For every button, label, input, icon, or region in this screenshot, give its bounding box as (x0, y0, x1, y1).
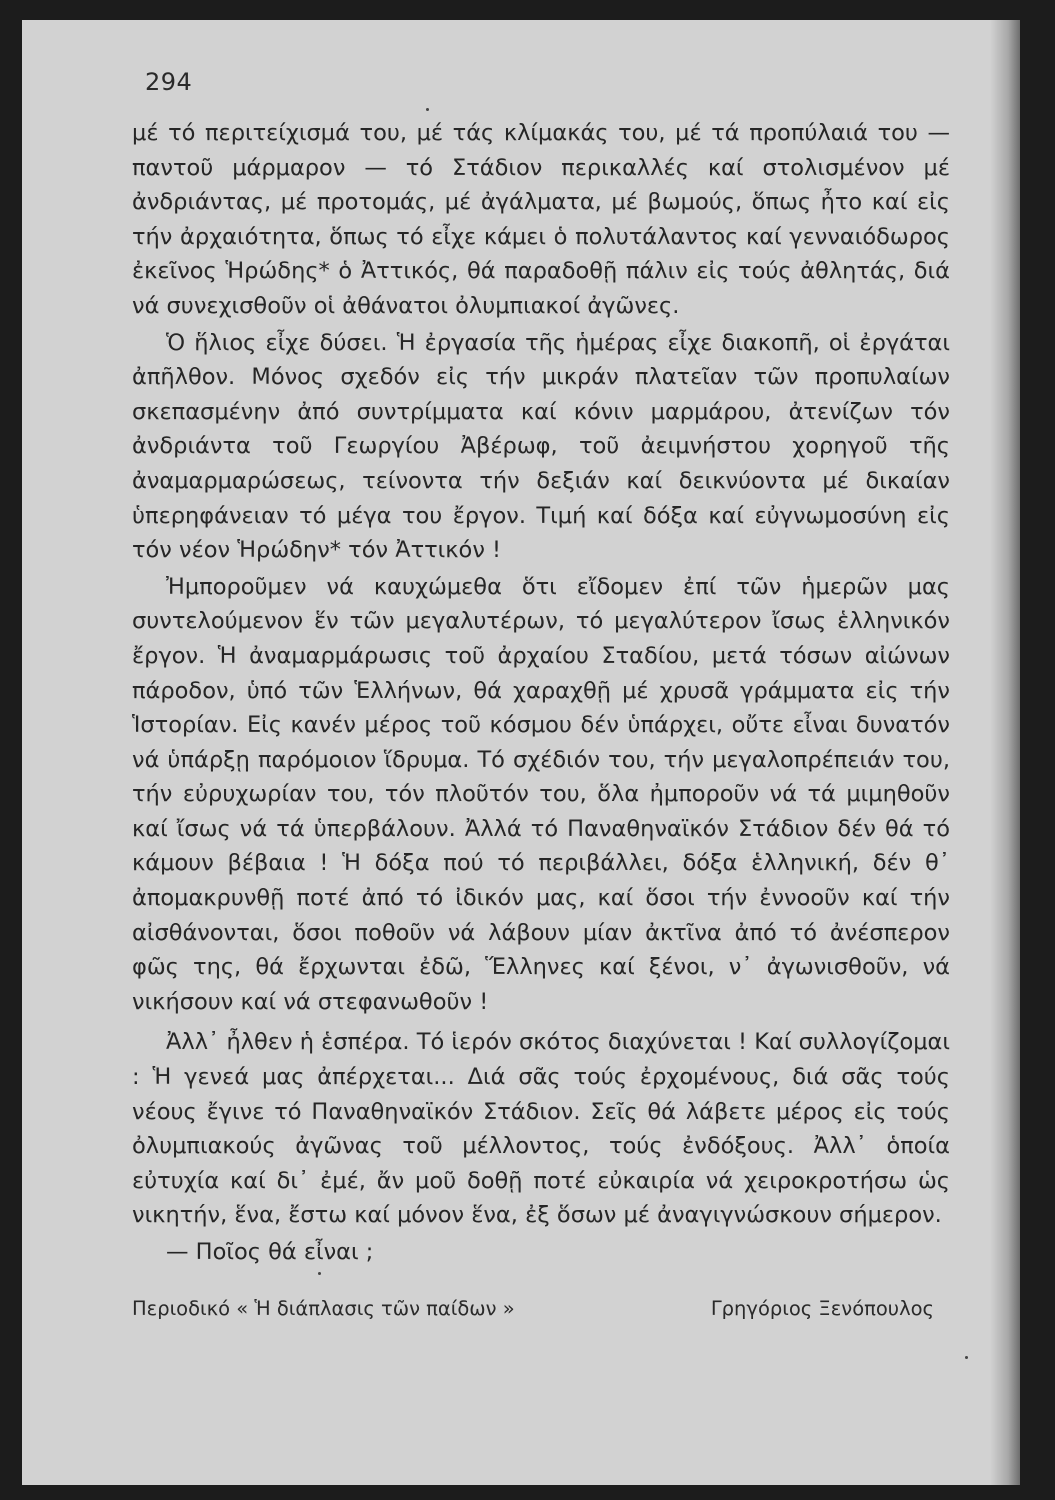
page-footer (132, 1297, 934, 1320)
page-spine-shadow (990, 20, 1020, 1485)
paragraph-1: μέ τό περιτείχισμά του, μέ τάς κλίμακάς του, μέ τά προπύλαιά του — παντοῦ μάρμαρον — τό Στάδιον περικαλλές καί στολισμένον μέ ἀνδριάντας, μέ προτομάς, μέ ἀγάλματα, μέ βωμούς, ὅπως ἦτο καί εἰς τήν ἀρχαιότητα, ὅπως τό εἶχε κάμει ὁ πολυτάλαντος καί γενναιόδωρος ἐκεῖνος Ἡρώδης* ὁ Ἀττικός, θά παραδοθῇ πάλιν εἰς τούς ἀθλητάς, διά νά συνεχισθοῦν οἱ ἀθάνατοι ὀλυμπιακοί ἀγῶνες. (132, 120, 950, 319)
paragraph-3: Ἠμποροῦμεν νά καυχώμεθα ὅτι εἴδομεν ἐπί τῶν ἡμερῶν μας συντελούμενον ἕν τῶν μεγαλυτέρων, τό μεγαλύτερον ἴσως ἑλληνικόν ἔργον. Ἡ ἀναμαρμάρωσις τοῦ ἀρχαίου Σταδίου, μετά τόσων αἰώνων πάροδον, ὑπό τῶν Ἑλλήνων, θά χαραχθῇ μέ χρυσᾶ γράμματα εἰς τήν Ἱστορίαν. Εἰς κανέν μέρος τοῦ κόσμου δέν ὑπάρχει, οὔτε εἶναι δυνατόν νά ὑπάρξῃ παρόμοιον ἵδρυμα. Τό σχέδιόν του, τήν μεγαλοπρέπειάν του, τήν εὐρυχωρίαν του, τόν πλοῦτόν του, ὅλα ἠμποροῦν νά τά μιμηθοῦν καί ἴσως νά τά ὑπερβάλουν. Ἀλλά τό Παναθηναϊκόν Στάδιον δέν θά τό κάμουν βέβαια ! Ἡ δόξα πού τό περιβάλλει, δόξα ἑλληνική, δέν θ᾿ ἀπομακρυνθῇ ποτέ ἀπό τό ἰδικόν μας, καί ὅσοι τήν ἐννοοῦν καί τήν αἰσθάνονται, ὅσοι ποθοῦν νά λάβουν μίαν ἀκτῖνα ἀπό τό ἀνέσπερον φῶς της, θά ἔρχωνται ἐδῶ, Ἕλληνες καί ξένοι, ν᾿ ἀγωνισθοῦν, νά νικήσουν καί νά στεφανωθοῦν ! (132, 573, 950, 1015)
print-speck (426, 108, 429, 111)
book-page (22, 20, 1020, 1485)
paragraph-2: Ὁ ἥλιος εἶχε δύσει. Ἡ ἐργασία τῆς ἡμέρας εἶχε διακοπῆ, οἱ ἐργάται ἀπῆλθον. Μόνος σχεδόν εἰς τήν μικράν πλατεῖαν τῶν προπυλαίων σκεπασμένην ἀπό συντρίμματα καί κόνιν μαρμάρου, ἀτενίζων τόν ἀνδριάντα τοῦ Γεωργίου Ἀβέρωφ, τοῦ ἀειμνήστου χορηγοῦ τῆς ἀναμαρμαρώσεως, τείνοντα τήν δεξιάν καί δεικνύοντα μέ δικαίαν ὑπερηφάνειαν τό μέγα του ἔργον. Τιμή καί δόξα καί εὐγνωμοσύνη εἰς τόν νέον Ἡρώδην* τόν Ἀττικόν ! (132, 329, 950, 564)
paragraph-4: Ἀλλ᾿ ἦλθεν ἡ ἑσπέρα. Τό ἱερόν σκότος διαχύνεται ! Καί συλλογίζομαι : Ἡ γενεά μας ἀπέρχεται... Διά σᾶς τούς ἐρχομένους, διά σᾶς τούς νέους ἔγινε τό Παναθηναϊκόν Στάδιον. Σεῖς θά λάβετε μέρος εἰς τούς ὀλυμπιακούς ἀγῶνας τοῦ μέλλοντος, τούς ἐνδόξους. Ἀλλ᾿ ὁποία εὐτυχία καί δι᾿ ἐμέ, ἄν μοῦ δοθῇ ποτέ εὐκαιρία νά χειροκροτήσω ὡς νικητήν, ἕνα, ἔστω καί μόνον ἕνα, ἐξ ὅσων μέ ἀναγιγνώσκουν σήμερον. (132, 1029, 950, 1229)
print-speck (318, 1272, 321, 1275)
footer-source: Περιοδικό « Ἡ διάπλασις τῶν παίδων » (132, 1297, 515, 1320)
page-number: 294 (145, 68, 193, 96)
print-speck (965, 1356, 968, 1359)
body-text (132, 116, 950, 1272)
footer-author: Γρηγόριος Ξενόπουλος (710, 1297, 934, 1320)
paragraph-5-dialogue: — Ποῖος θά εἶναι ; (166, 1239, 374, 1265)
